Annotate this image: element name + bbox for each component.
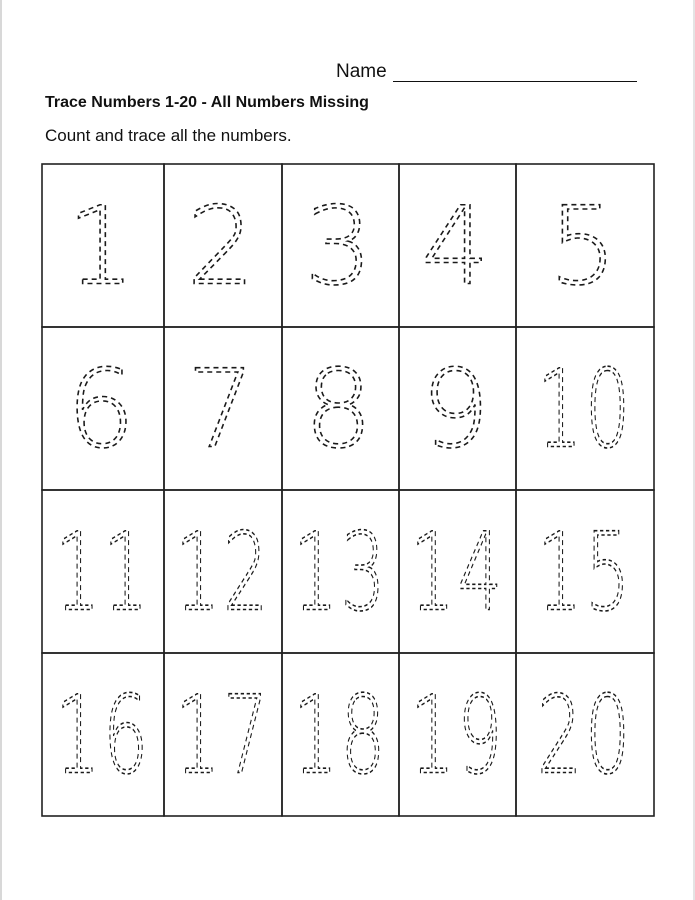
trace-cell[interactable] [164,653,282,816]
trace-number: 3 [304,184,377,310]
trace-cell[interactable] [399,490,516,653]
trace-cell[interactable] [282,327,399,490]
trace-number: 18 [293,673,388,799]
trace-number: 5 [548,184,622,310]
trace-cell[interactable] [399,653,516,816]
trace-number: 9 [421,347,494,473]
trace-cell[interactable] [42,327,164,490]
trace-cell[interactable] [42,490,164,653]
trace-number: 2 [186,184,260,310]
trace-cell[interactable] [42,653,164,816]
trace-number: 1 [66,184,140,310]
trace-number: 12 [175,510,271,636]
trace-cell[interactable] [282,490,399,653]
trace-cell[interactable] [516,653,654,816]
trace-cell[interactable] [516,164,654,327]
tracing-grid-svg [41,163,654,817]
trace-cell[interactable] [516,490,654,653]
trace-cell[interactable] [399,164,516,327]
name-label: Name [336,61,387,82]
trace-number: 20 [537,673,633,799]
trace-cell[interactable] [282,164,399,327]
trace-number: 15 [537,510,633,636]
trace-number: 7 [186,347,260,473]
trace-number: 10 [537,347,633,473]
trace-number: 13 [293,510,388,636]
trace-number: 16 [55,673,151,799]
trace-number: 8 [304,347,377,473]
trace-number: 6 [66,347,140,473]
trace-number: 11 [55,510,151,636]
trace-number: 14 [410,510,505,636]
trace-cell[interactable] [399,327,516,490]
trace-cell[interactable] [282,653,399,816]
name-field [336,58,656,82]
trace-cell[interactable] [516,327,654,490]
trace-cell[interactable] [164,327,282,490]
name-write-line[interactable] [393,65,637,82]
trace-cell[interactable] [164,490,282,653]
trace-cell[interactable] [42,164,164,327]
tracing-grid [41,163,654,817]
trace-number: 17 [175,673,271,799]
trace-number: 4 [421,184,494,310]
worksheet-instructions: Count and trace all the numbers. [45,126,292,145]
worksheet-title: Trace Numbers 1-20 - All Numbers Missing [45,94,369,111]
trace-cell[interactable] [164,164,282,327]
page-edge-left [0,0,2,900]
trace-number: 19 [410,673,505,799]
